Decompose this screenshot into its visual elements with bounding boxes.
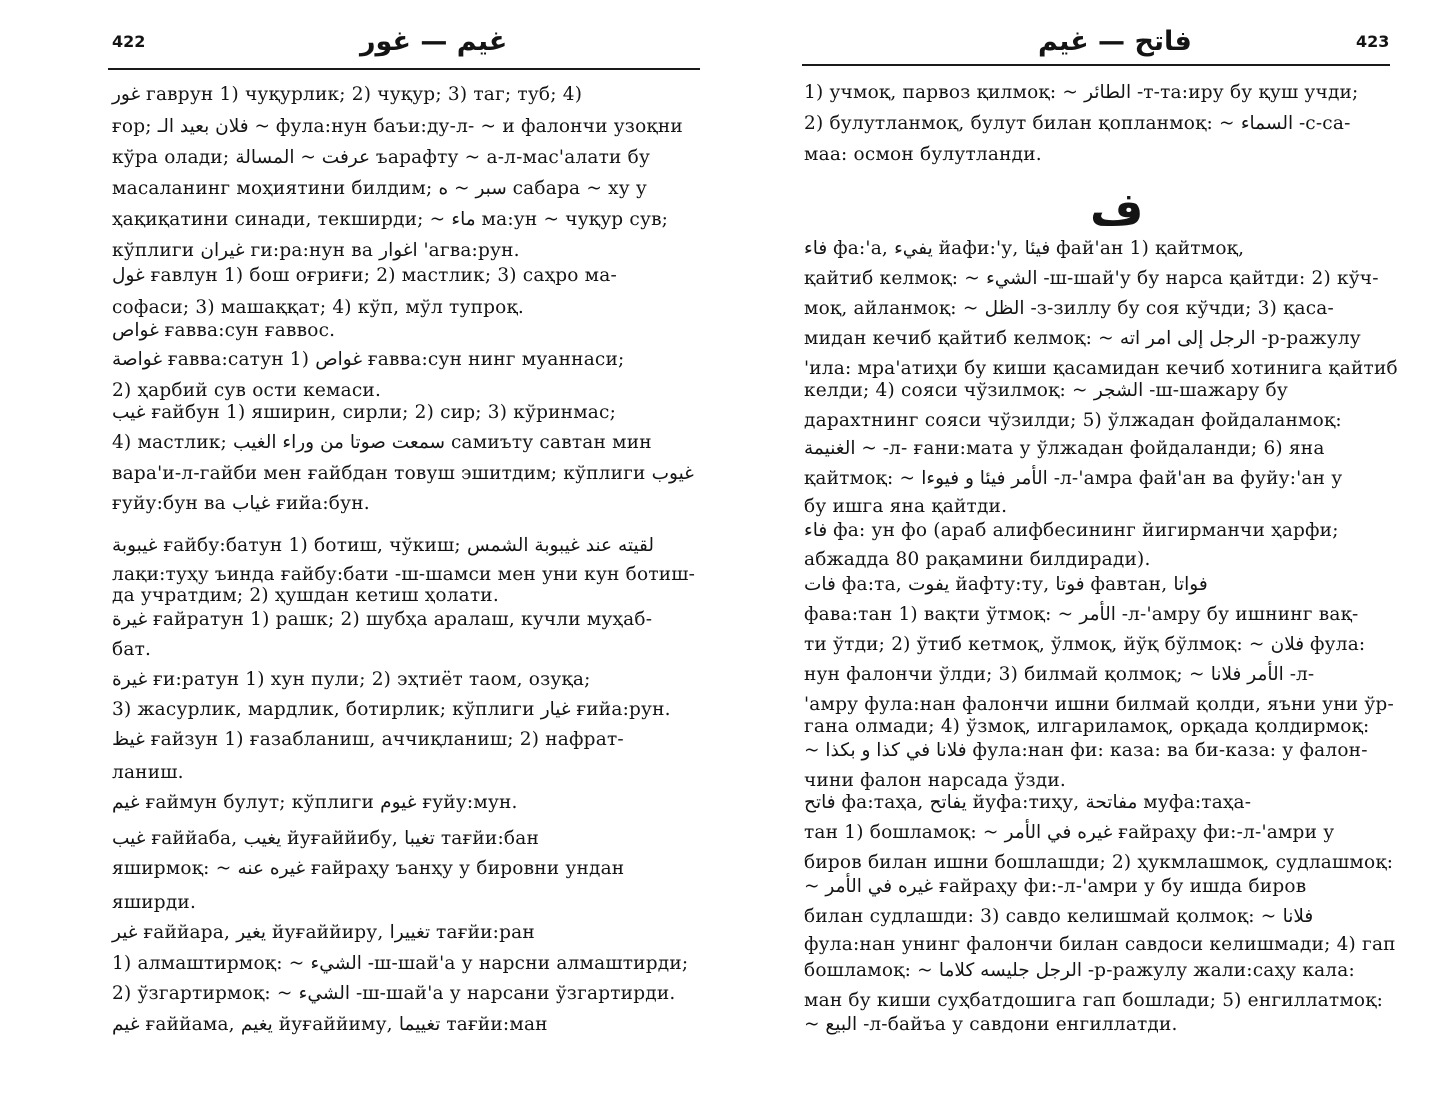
entry-line: غيم ғаймун булут; кўплиги غيوم ғуйу:мун.: [112, 792, 518, 813]
entry-line: бу ишга яна қайтди.: [804, 496, 1008, 517]
entry-line: мидан кечиб қайтиб келмоқ: ~ الرجل إلى امر اته -р-ражулу: [804, 328, 1361, 349]
entry-line: 4) мастлик; سمعت صوتا من وراء الغيب самиъту савтан мин: [112, 432, 652, 453]
entry-line: 'амру фула:нан фалончи ишни билмай қолди, яъни уни ўр-: [804, 694, 1394, 715]
page-number: 423: [1356, 32, 1390, 51]
entry-line: غواصة ғавва:сатун 1) غواص ғавва:сун нинг муаннаси;: [112, 349, 625, 370]
entry-line: ~ فلانا في كذا و بكذا фула:нан фи: каза: ва би-каза: у фалон-: [804, 740, 1368, 761]
entry-line: фула:нан унинг фалончи билан савдоси келишмади; 4) гап: [804, 934, 1396, 955]
entry-line: 2) ўзгартирмоқ: ~ الشيء -ш-шай'а у нарсани ўзгартирди.: [112, 983, 676, 1004]
entry-line: яширмоқ: ~ غيره عنه ғайраҳу ъанҳу у бировни ундан: [112, 858, 625, 879]
entry-line: ғор; فلان بعيد الـ ~ фула:нун баъи:ду-л- ~ и фалончи узоқни: [112, 116, 683, 137]
entry-line: ти ўтди; 2) ўтиб кетмоқ, ўлмоқ, йўқ бўлмоқ: ~ فلان фула:: [804, 634, 1366, 655]
running-header: غيم — غور: [360, 26, 508, 57]
entry-line: тан 1) бошламоқ: ~ غيره في الأمر ғайраҳу фи:-л-'амри у: [804, 822, 1335, 843]
entry-line: кўплиги غيران ги:ра:нун ва اغوار 'агва:рун.: [112, 240, 520, 261]
entry-line: غيب ғайбун 1) яширин, сирли; 2) сир; 3) кўринмас;: [112, 402, 617, 423]
entry-line: маа: осмон булутланди.: [804, 144, 1042, 165]
entry-line: ~ غيره في الأمر ғайраҳу фи:-л-'амри у бу ишда биров: [804, 876, 1307, 897]
entry-line: غيب ғаййаба, يغيب йуғаййибу, تغيبا тағйи:бан: [112, 828, 539, 849]
section-letter: ف: [1090, 182, 1144, 236]
header-rule: [802, 64, 1390, 66]
entry-line: билан судлашди: 3) савдо келишмай қолмоқ: ~ فلانا: [804, 906, 1314, 927]
entry-line: келди; 4) сояси чўзилмоқ: ~ الشجر -ш-шажару бу: [804, 380, 1288, 401]
entry-line: 1) алмаштирмоқ: ~ الشيء -ш-шай'а у нарсни алмаштирди;: [112, 953, 689, 974]
entry-line: ланиш.: [112, 762, 184, 783]
entry-line: فاتح фа:таҳа, يفاتح йуфа:тиҳу, مفاتحة муфа:таҳа-: [804, 792, 1252, 813]
entry-line: غيرة ғи:ратун 1) хун пули; 2) эҳтиёт таом, озуқа;: [112, 669, 591, 690]
entry-line: чини фалон нарсада ўзди.: [804, 770, 1066, 791]
entry-line: ҳақиқатини синади, текширди; ~ ماء ма:ун ~ чуқур сув;: [112, 209, 669, 230]
entry-line: غير ғаййара, يغير йуғаййиру, تغييرا тағйи:ран: [112, 922, 535, 943]
entry-line: 1) учмоқ, парвоз қилмоқ: ~ الطائر -т-та:иру бу қуш учди;: [804, 82, 1359, 103]
entry-line: فاء фа:'а, يفيء йафи:'у, فيئا фай'ан 1) қайтмоқ,: [804, 238, 1245, 259]
entry-line: қайтмоқ: ~ الأمر فيئا و فيوءا -л-'амра фай'ан ва фуйу:'ан у: [804, 468, 1343, 489]
entry-line: غيرة ғайратун 1) рашк; 2) шубҳа аралаш, кучли муҳаб-: [112, 609, 653, 630]
entry-line: الغنيمة ~ -л- ғани:мата у ўлжадан фойдаланди; 6) яна: [804, 438, 1325, 459]
entry-line: вара'и-л-гайби мен ғайбдан товуш эшитдим; кўплиги غيوب: [112, 463, 694, 484]
entry-line: лақи:туҳу ъинда ғайбу:бати -ш-шамси мен уни кун ботиш-: [112, 564, 696, 585]
entry-line: غول ғавлун 1) бош оғриғи; 2) мастлик; 3) саҳро ма-: [112, 265, 617, 286]
entry-line: нун фалончи ўлди; 3) билмай қолмоқ; ~ الأمر فلانا -л-: [804, 664, 1315, 685]
header-rule: [108, 68, 700, 70]
entry-line: софаси; 3) машаққат; 4) кўп, мўл тупроқ.: [112, 297, 524, 318]
entry-line: غور гаврун 1) чуқурлик; 2) чуқур; 3) таг; туб; 4): [112, 84, 583, 105]
entry-line: غيظ ғайзун 1) ғазабланиш, аччиқланиш; 2) нафрат-: [112, 729, 624, 750]
entry-line: бошламоқ: ~ الرجل جليسه كلاما -р-ражулу жали:саҳу кала:: [804, 960, 1355, 981]
entry-line: қайтиб келмоқ: ~ الشيء -ш-шай'у бу нарса қайтди: 2) кўч-: [804, 268, 1379, 289]
entry-line: 2) ҳарбий сув ости кемаси.: [112, 380, 382, 401]
entry-line: моқ, айланмоқ: ~ الظل -з-зиллу бу соя кўчди; 3) қаса-: [804, 298, 1334, 319]
entry-line: фава:тан 1) вақти ўтмоқ: ~ الأمر -л-'амру бу ишнинг вақ-: [804, 604, 1359, 625]
entry-line: кўра олади; عرفت ~ المسالة ъарафту ~ а-л-мас'алати бу: [112, 147, 651, 168]
entry-line: гана олмади; 4) ўзмоқ, илгариламоқ, орқада қолдирмоқ:: [804, 716, 1370, 737]
entry-line: ~ البيع -л-байъа у савдони енгиллатди.: [804, 1014, 1178, 1035]
entry-line: бат.: [112, 639, 152, 660]
page-number: 422: [112, 32, 146, 51]
entry-line: 'ила: мра'атиҳи бу киши қасамидан кечиб хотинига қайтиб: [804, 358, 1398, 379]
entry-line: غيم ғаййама, يغيم йуғаййиму, تغييما тағйи:ман: [112, 1014, 548, 1035]
entry-line: 3) жасурлик, мардлик, ботирлик; кўплиги غيار ғийа:рун.: [112, 699, 671, 720]
entry-line: дарахтнинг сояси чўзилди; 5) ўлжадан фойдаланмоқ:: [804, 410, 1342, 431]
entry-line: فات фа:та, يفوت йафту:ту, فوتا фавтан, فواتا: [804, 574, 1208, 595]
entry-line: فاء фа: ун фо (араб алифбесининг йигирманчи ҳарфи;: [804, 520, 1339, 541]
right-page: [720, 0, 1440, 1114]
entry-line: ғуйу:бун ва غياب ғийа:бун.: [112, 493, 370, 514]
running-header: فاتح — غيم: [1038, 26, 1192, 57]
entry-line: биров билан ишни бошлашди; 2) ҳукмлашмоқ, судлашмоқ:: [804, 852, 1394, 873]
entry-line: غيبوبة ғайбу:батун 1) ботиш, чўкиш; لقيته عند غيبوبة الشمس: [112, 535, 655, 556]
entry-line: ман бу киши суҳбатдошига гап бошлади; 5) енгиллатмоқ:: [804, 990, 1384, 1011]
entry-line: да учратдим; 2) ҳушдан кетиш ҳолати.: [112, 585, 499, 606]
entry-line: масаланинг моҳиятини билдим; سبر ~ ه сабара ~ ху у: [112, 178, 647, 199]
entry-line: яширди.: [112, 892, 197, 913]
entry-line: абжадда 80 рақамини билдиради).: [804, 549, 1151, 570]
entry-line: 2) булутланмоқ, булут билан қопланмоқ: ~ السماء -с-са-: [804, 113, 1351, 134]
entry-line: غواص ғавва:сун ғаввос.: [112, 320, 336, 341]
